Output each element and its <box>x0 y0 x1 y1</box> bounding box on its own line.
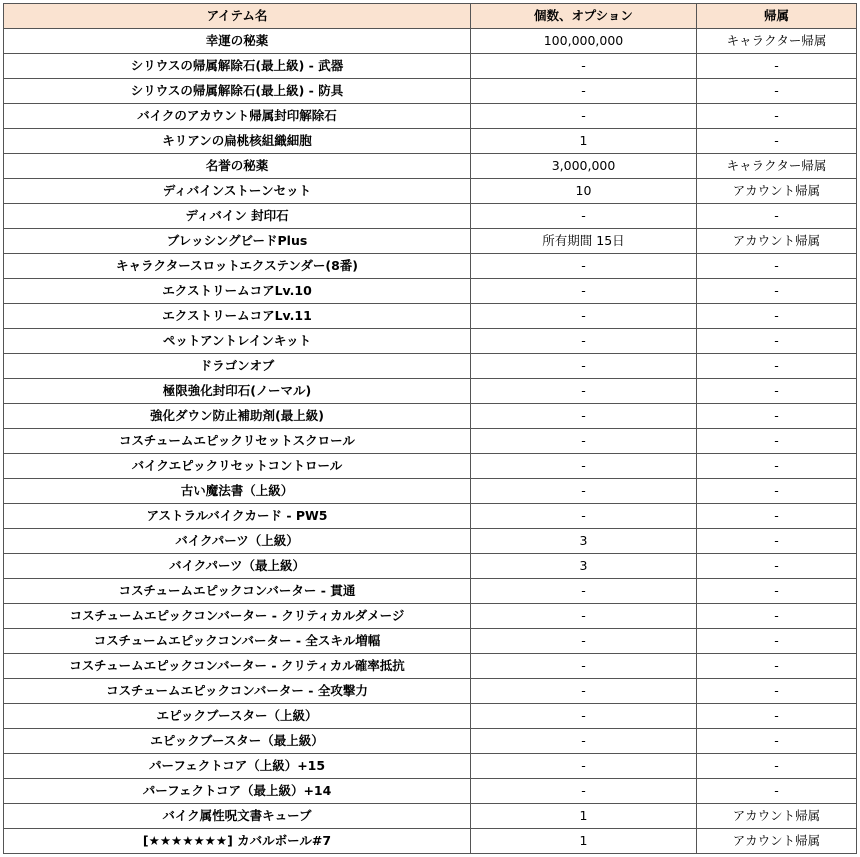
item-name-cell: パーフェクトコア（上級）+15 <box>4 754 471 779</box>
table-row <box>4 204 857 229</box>
item-quantity-cell: - <box>471 429 697 454</box>
table-row <box>4 304 857 329</box>
table-row <box>4 654 857 679</box>
item-name-cell: パーフェクトコア（最上級）+14 <box>4 779 471 804</box>
table-row <box>4 79 857 104</box>
item-quantity-cell: - <box>471 604 697 629</box>
item-binding-cell: キャラクター帰属 <box>697 29 857 54</box>
item-name-cell: 極限強化封印石(ノーマル) <box>4 379 471 404</box>
column-header-name: アイテム名 <box>4 4 471 29</box>
item-binding-cell: - <box>697 304 857 329</box>
item-binding-cell: - <box>697 579 857 604</box>
item-quantity-cell: - <box>471 304 697 329</box>
table-row <box>4 779 857 804</box>
item-binding-cell: - <box>697 279 857 304</box>
item-name-cell: バイクパーツ（上級） <box>4 529 471 554</box>
item-quantity-cell: - <box>471 629 697 654</box>
item-binding-cell: アカウント帰属 <box>697 179 857 204</box>
table-body <box>4 29 857 854</box>
item-quantity-cell: - <box>471 679 697 704</box>
item-binding-cell: - <box>697 254 857 279</box>
item-binding-cell: - <box>697 629 857 654</box>
table-row <box>4 254 857 279</box>
item-binding-cell: アカウント帰属 <box>697 829 857 854</box>
item-name-cell: コスチュームエピックコンバーター - 全攻撃力 <box>4 679 471 704</box>
table-row <box>4 354 857 379</box>
item-quantity-cell: - <box>471 104 697 129</box>
item-name-cell: アストラルバイクカード - PW5 <box>4 504 471 529</box>
item-binding-cell: - <box>697 704 857 729</box>
item-name-cell: ディバイン 封印石 <box>4 204 471 229</box>
item-name-cell: 古い魔法書（上級） <box>4 479 471 504</box>
item-quantity-cell: 1 <box>471 129 697 154</box>
item-binding-cell: - <box>697 79 857 104</box>
column-header-binding: 帰属 <box>697 4 857 29</box>
item-quantity-cell: - <box>471 254 697 279</box>
item-binding-cell: - <box>697 454 857 479</box>
item-name-cell: エクストリームコアLv.10 <box>4 279 471 304</box>
table-row <box>4 529 857 554</box>
table-row <box>4 179 857 204</box>
item-name-cell: キリアンの扁桃核組織細胞 <box>4 129 471 154</box>
header-row <box>4 4 857 29</box>
item-name-cell: エピックブースター（上級） <box>4 704 471 729</box>
item-binding-cell: - <box>697 604 857 629</box>
item-quantity-cell: 10 <box>471 179 697 204</box>
item-name-cell: バイク属性呪文書キューブ <box>4 804 471 829</box>
item-binding-cell: - <box>697 679 857 704</box>
item-quantity-cell: - <box>471 754 697 779</box>
item-binding-cell: - <box>697 779 857 804</box>
table-row <box>4 104 857 129</box>
table-row <box>4 629 857 654</box>
item-table <box>3 3 857 854</box>
item-quantity-cell: - <box>471 704 697 729</box>
item-quantity-cell: 所有期間 15日 <box>471 229 697 254</box>
item-quantity-cell: 3,000,000 <box>471 154 697 179</box>
item-name-cell: ブレッシングビードPlus <box>4 229 471 254</box>
table-row <box>4 154 857 179</box>
item-name-cell: ドラゴンオブ <box>4 354 471 379</box>
table-header <box>4 4 857 29</box>
item-quantity-cell: 1 <box>471 829 697 854</box>
item-quantity-cell: 1 <box>471 804 697 829</box>
item-binding-cell: - <box>697 54 857 79</box>
item-quantity-cell: - <box>471 329 697 354</box>
item-name-cell: 名誉の秘薬 <box>4 154 471 179</box>
item-binding-cell: - <box>697 504 857 529</box>
item-binding-cell: アカウント帰属 <box>697 229 857 254</box>
item-quantity-cell: - <box>471 654 697 679</box>
item-binding-cell: - <box>697 429 857 454</box>
item-name-cell: バイクパーツ（最上級） <box>4 554 471 579</box>
item-name-cell: シリウスの帰属解除石(最上級) - 防具 <box>4 79 471 104</box>
table-row <box>4 454 857 479</box>
item-quantity-cell: - <box>471 379 697 404</box>
item-binding-cell: - <box>697 129 857 154</box>
item-quantity-cell: - <box>471 54 697 79</box>
item-name-cell: コスチュームエピックリセットスクロール <box>4 429 471 454</box>
table-row <box>4 29 857 54</box>
item-binding-cell: - <box>697 529 857 554</box>
table-row <box>4 329 857 354</box>
item-binding-cell: アカウント帰属 <box>697 804 857 829</box>
item-name-cell: ペットアントレインキット <box>4 329 471 354</box>
item-name-cell: コスチュームエピックコンバーター - クリティカルダメージ <box>4 604 471 629</box>
table-row <box>4 54 857 79</box>
table-row <box>4 604 857 629</box>
item-name-cell: コスチュームエピックコンバーター - クリティカル確率抵抗 <box>4 654 471 679</box>
item-name-cell: バイクのアカウント帰属封印解除石 <box>4 104 471 129</box>
item-quantity-cell: - <box>471 479 697 504</box>
table-row <box>4 229 857 254</box>
item-quantity-cell: - <box>471 579 697 604</box>
item-quantity-cell: - <box>471 204 697 229</box>
table-row <box>4 479 857 504</box>
table-row <box>4 554 857 579</box>
item-quantity-cell: - <box>471 404 697 429</box>
item-name-cell: コスチュームエピックコンバーター - 全スキル増幅 <box>4 629 471 654</box>
column-header-quantity: 個数、オプション <box>471 4 697 29</box>
item-quantity-cell: - <box>471 454 697 479</box>
table-row <box>4 379 857 404</box>
item-name-cell: エピックブースター（最上級） <box>4 729 471 754</box>
item-binding-cell: - <box>697 654 857 679</box>
item-quantity-cell: - <box>471 354 697 379</box>
item-binding-cell: - <box>697 379 857 404</box>
table-row <box>4 754 857 779</box>
item-quantity-cell: - <box>471 779 697 804</box>
item-name-cell: キャラクタースロットエクステンダー(8番) <box>4 254 471 279</box>
table-row <box>4 729 857 754</box>
table-row <box>4 704 857 729</box>
table-row <box>4 804 857 829</box>
table-row <box>4 679 857 704</box>
item-quantity-cell: - <box>471 279 697 304</box>
item-quantity-cell: 3 <box>471 529 697 554</box>
item-binding-cell: - <box>697 329 857 354</box>
item-binding-cell: - <box>697 204 857 229</box>
item-quantity-cell: 3 <box>471 554 697 579</box>
item-binding-cell: - <box>697 104 857 129</box>
item-binding-cell: - <box>697 754 857 779</box>
item-name-cell: [★★★★★★★] カバルボール#7 <box>4 829 471 854</box>
item-name-cell: エクストリームコアLv.11 <box>4 304 471 329</box>
item-name-cell: バイクエピックリセットコントロール <box>4 454 471 479</box>
table-row <box>4 129 857 154</box>
table-row <box>4 579 857 604</box>
item-name-cell: シリウスの帰属解除石(最上級) - 武器 <box>4 54 471 79</box>
item-name-cell: 幸運の秘薬 <box>4 29 471 54</box>
item-quantity-cell: 100,000,000 <box>471 29 697 54</box>
item-binding-cell: - <box>697 404 857 429</box>
item-name-cell: ディバインストーンセット <box>4 179 471 204</box>
table-row <box>4 504 857 529</box>
item-name-cell: 強化ダウン防止補助剤(最上級) <box>4 404 471 429</box>
table-row <box>4 404 857 429</box>
item-quantity-cell: - <box>471 79 697 104</box>
item-binding-cell: - <box>697 729 857 754</box>
item-binding-cell: - <box>697 554 857 579</box>
item-name-cell: コスチュームエピックコンバーター - 貫通 <box>4 579 471 604</box>
table-row <box>4 429 857 454</box>
item-quantity-cell: - <box>471 504 697 529</box>
item-binding-cell: キャラクター帰属 <box>697 154 857 179</box>
table-row <box>4 829 857 854</box>
item-binding-cell: - <box>697 354 857 379</box>
table-row <box>4 279 857 304</box>
item-quantity-cell: - <box>471 729 697 754</box>
item-binding-cell: - <box>697 479 857 504</box>
